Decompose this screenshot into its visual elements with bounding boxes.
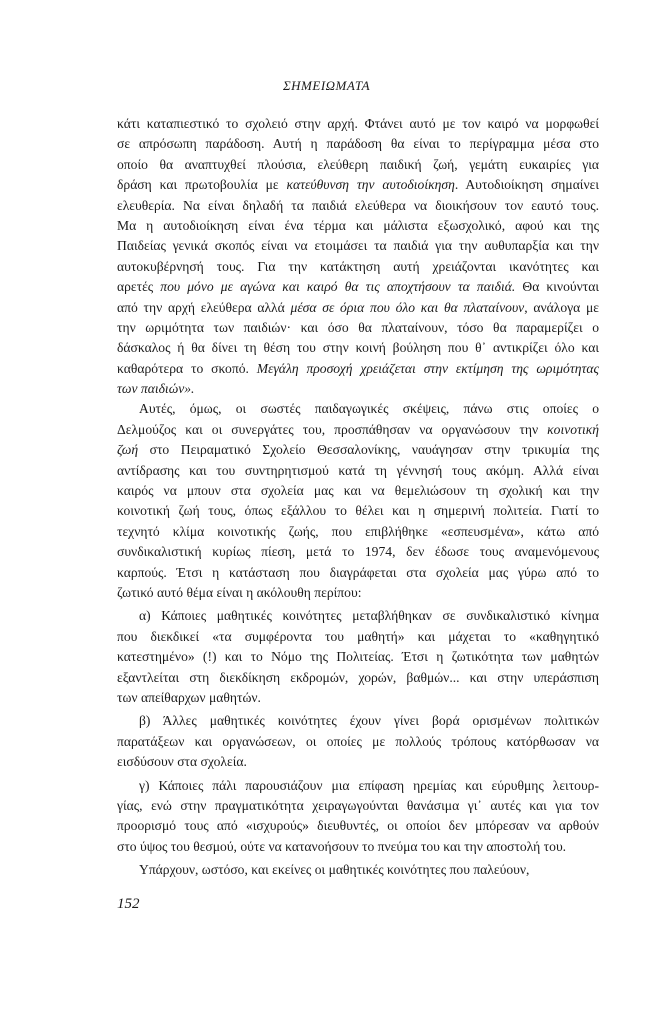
- text-line: [117, 542, 599, 562]
- running-head: ΣΗΜΕΙΩΜΑΤΑ: [282, 78, 371, 93]
- text: . Αυτοδιοίκηση σημαίνει: [454, 177, 599, 193]
- paragraph: [117, 399, 599, 603]
- text: αυτοκυβέρνησή τους. Για την κατάκτηση αυτή χρειάζονται ικανότητες και: [117, 258, 599, 274]
- text-line: [117, 606, 599, 626]
- text-line: [117, 627, 599, 647]
- text-line: [117, 711, 599, 731]
- text: καθαρότερα το σκοπό.: [117, 360, 257, 376]
- text-line: [117, 399, 599, 419]
- text-line: [117, 647, 599, 667]
- text: σε απρόσωπη παράδοση. Αυτή η παράδοση θα είναι το περίγραμμα μέσα στο: [117, 136, 599, 152]
- text-line: [117, 522, 599, 542]
- italic-text: των παιδιών».: [117, 381, 195, 397]
- paragraph: [117, 114, 599, 399]
- text: καρπούς. Έτσι η κατάσταση που διαγράφεται στα σχολεία μας γύρω από το: [117, 564, 599, 580]
- italic-text: που μόνο με αγώνα και καιρό θα τις αποχτήσουν τα παιδιά.: [160, 279, 516, 295]
- text-line: [117, 481, 599, 501]
- text: στο ύψος του θεσμού, ούτε να κατανοήσουν το πνεύμα του και την αποστολή του.: [117, 838, 567, 854]
- text: από την αρχή ελεύθερα αλλά: [117, 299, 291, 315]
- text-line: [117, 338, 599, 358]
- text: Υπάρχουν, ωστόσο, και εκείνες οι μαθητικές κοινότητες που παλεύουν,: [139, 862, 530, 878]
- page-number: 152: [117, 896, 140, 912]
- text: συνδικαλιστική κυρίως πίεση, μετά το 1974, δεν έδωσε τους αναμενόμενους: [117, 544, 599, 560]
- text-line: [117, 298, 599, 318]
- text: δάσκαλος ή θα δίνει τη θέση του στην κοινή βούληση που θ᾽ αντικρίζει όλο και: [117, 340, 599, 356]
- text: αντίδρασης και του συντηρητισμού κατά τη γέννησή τους ακόμη. Αλλά είναι: [117, 462, 599, 478]
- text: Μα η αυτοδιοίκηση είναι ένα τέρμα και μάλιστα εξωσχολικό, αφού και της: [117, 217, 599, 233]
- text-line: [117, 318, 599, 338]
- paragraph: [117, 860, 599, 880]
- text: τεχνητό κλίμα κοινοτικής ζωής, που επιβλήθηκε «εσπευσμένα», κάτω από: [117, 523, 599, 539]
- text-line: [117, 860, 599, 880]
- text: Δελμούζος και οι συνεργάτες του, προσπάθησαν να οργανώσουν την: [117, 421, 548, 437]
- text: γίας, ενώ στην πραγματικότητα χειραγωγούνται θανάσιμα γι᾽ αυτές και για τον: [117, 797, 599, 813]
- text: κοινοτική ζωή τους, όπως εξάλλου το θέλει και η σημερινή πολιτεία. Γιατί το: [117, 503, 599, 519]
- text-line: [117, 379, 599, 399]
- text: α) Κάποιες μαθητικές κοινότητες μεταβλήθηκαν σε συνδικαλιστικό κίνημα: [139, 608, 599, 624]
- text-line: [117, 440, 599, 460]
- text-line: [117, 668, 599, 688]
- text: καιρός να μπουν στα σχολεία μας και να θεμελιώσουν τη σχολική και την: [117, 483, 599, 499]
- text: , ανάλογα με: [524, 299, 599, 315]
- text-line: [117, 134, 599, 154]
- text-line: [117, 583, 599, 603]
- text: αρετές: [117, 279, 161, 295]
- paragraph: [117, 711, 599, 772]
- italic-text: κατεύθυνση την αυτοδιοίκηση: [286, 177, 455, 193]
- italic-text: μέσα σε όρια που όλο και θα πλαταίνουν: [290, 299, 525, 315]
- text-line: [117, 257, 599, 277]
- text-line: [117, 752, 599, 772]
- body-text: [117, 114, 599, 880]
- text-line: [117, 796, 599, 816]
- text: την ωριμότητα των παιδιών· και όσο θα πλαταίνουν, τόσο θα παραμερίζει ο: [117, 319, 599, 335]
- text: παρατάξεων και οργανώσεων, οι οποίες με πολλούς τρόπους κατόρθωσαν να: [117, 733, 599, 749]
- text: προορισμό τους από «ισχυρούς» διευθυντές, οι οποίοι δεν μπόρεσαν να αρθούν: [117, 818, 599, 834]
- text-line: [117, 359, 599, 379]
- italic-text: ζωή: [117, 442, 139, 458]
- text-line: [117, 816, 599, 836]
- text: ελευθερία. Να είναι δηλαδή τα παιδιά ελεύθερα να διοικήσουν τον εαυτό τους.: [117, 197, 599, 213]
- text-line: [117, 155, 599, 175]
- text-line: [117, 196, 599, 216]
- text-line: [117, 501, 599, 521]
- text: β) Άλλες μαθητικές κοινότητες έχουν γίνει βορά ορισμένων πολιτικών: [139, 713, 599, 729]
- text-line: [117, 688, 599, 708]
- paragraph: [117, 606, 599, 708]
- text: Θα κινούνται: [515, 279, 599, 295]
- text: Παιδείας γενικά σκοπός είναι να ετοιμάσει τα παιδιά για την αυθυπαρξία και την: [117, 238, 599, 254]
- text: ζωτικό αυτό θέμα είναι η ακόλουθη περίπου:: [117, 584, 362, 600]
- text: οποίο θα αναπτυχθεί πλούσια, ελεύθερη παιδική ζωή, γεμάτη ευκαιρίες για: [117, 156, 599, 172]
- text-line: [117, 461, 599, 481]
- text-line: [117, 175, 599, 195]
- text-line: [117, 216, 599, 236]
- text-line: [117, 114, 599, 134]
- italic-text: κοινοτική: [547, 421, 599, 437]
- text: των απείθαρχων μαθητών.: [117, 689, 261, 705]
- text-line: [117, 563, 599, 583]
- text-line: [117, 420, 599, 440]
- text-line: [117, 277, 599, 297]
- text: που διεκδικεί «τα συμφέροντα του μαθητή» και μάχεται το «καθηγητικό: [117, 628, 599, 644]
- italic-text: Μεγάλη προσοχή χρειάζεται στην εκτίμηση της ωριμότητας: [256, 360, 599, 376]
- text: εισδύσουν στα σχολεία.: [117, 754, 247, 770]
- text: Αυτές, όμως, οι σωστές παιδαγωγικές σκέψεις, πάνω στις οποίες ο: [139, 401, 599, 417]
- text-line: [117, 776, 599, 796]
- text: στο Πειραματικό Σχολείο Θεσσαλονίκης, ναυάγησαν στην τρικυμία της: [138, 442, 599, 458]
- text: εξαντλείται στη διεκδίκηση εκδρομών, χορών, βαθμών... και στην υπεράσπιση: [117, 669, 599, 685]
- paragraph: [117, 776, 599, 858]
- text: δράση και πρωτοβουλία με: [117, 177, 287, 193]
- text-line: [117, 236, 599, 256]
- text: κάτι καταπιεστικό το σχολειό στην αρχή. Φτάνει αυτό με τον καιρό να μορφωθεί: [117, 116, 599, 131]
- text: γ) Κάποιες πάλι παρουσιάζουν μια επίφαση ηρεμίας και εύρυθμης λειτουρ-: [139, 777, 599, 793]
- text-line: [117, 837, 599, 857]
- text-line: [117, 732, 599, 752]
- text: κατεστημένο» (!) και το Νόμο της Πολιτείας. Έτσι η ζωτικότητα των μαθητών: [117, 649, 599, 665]
